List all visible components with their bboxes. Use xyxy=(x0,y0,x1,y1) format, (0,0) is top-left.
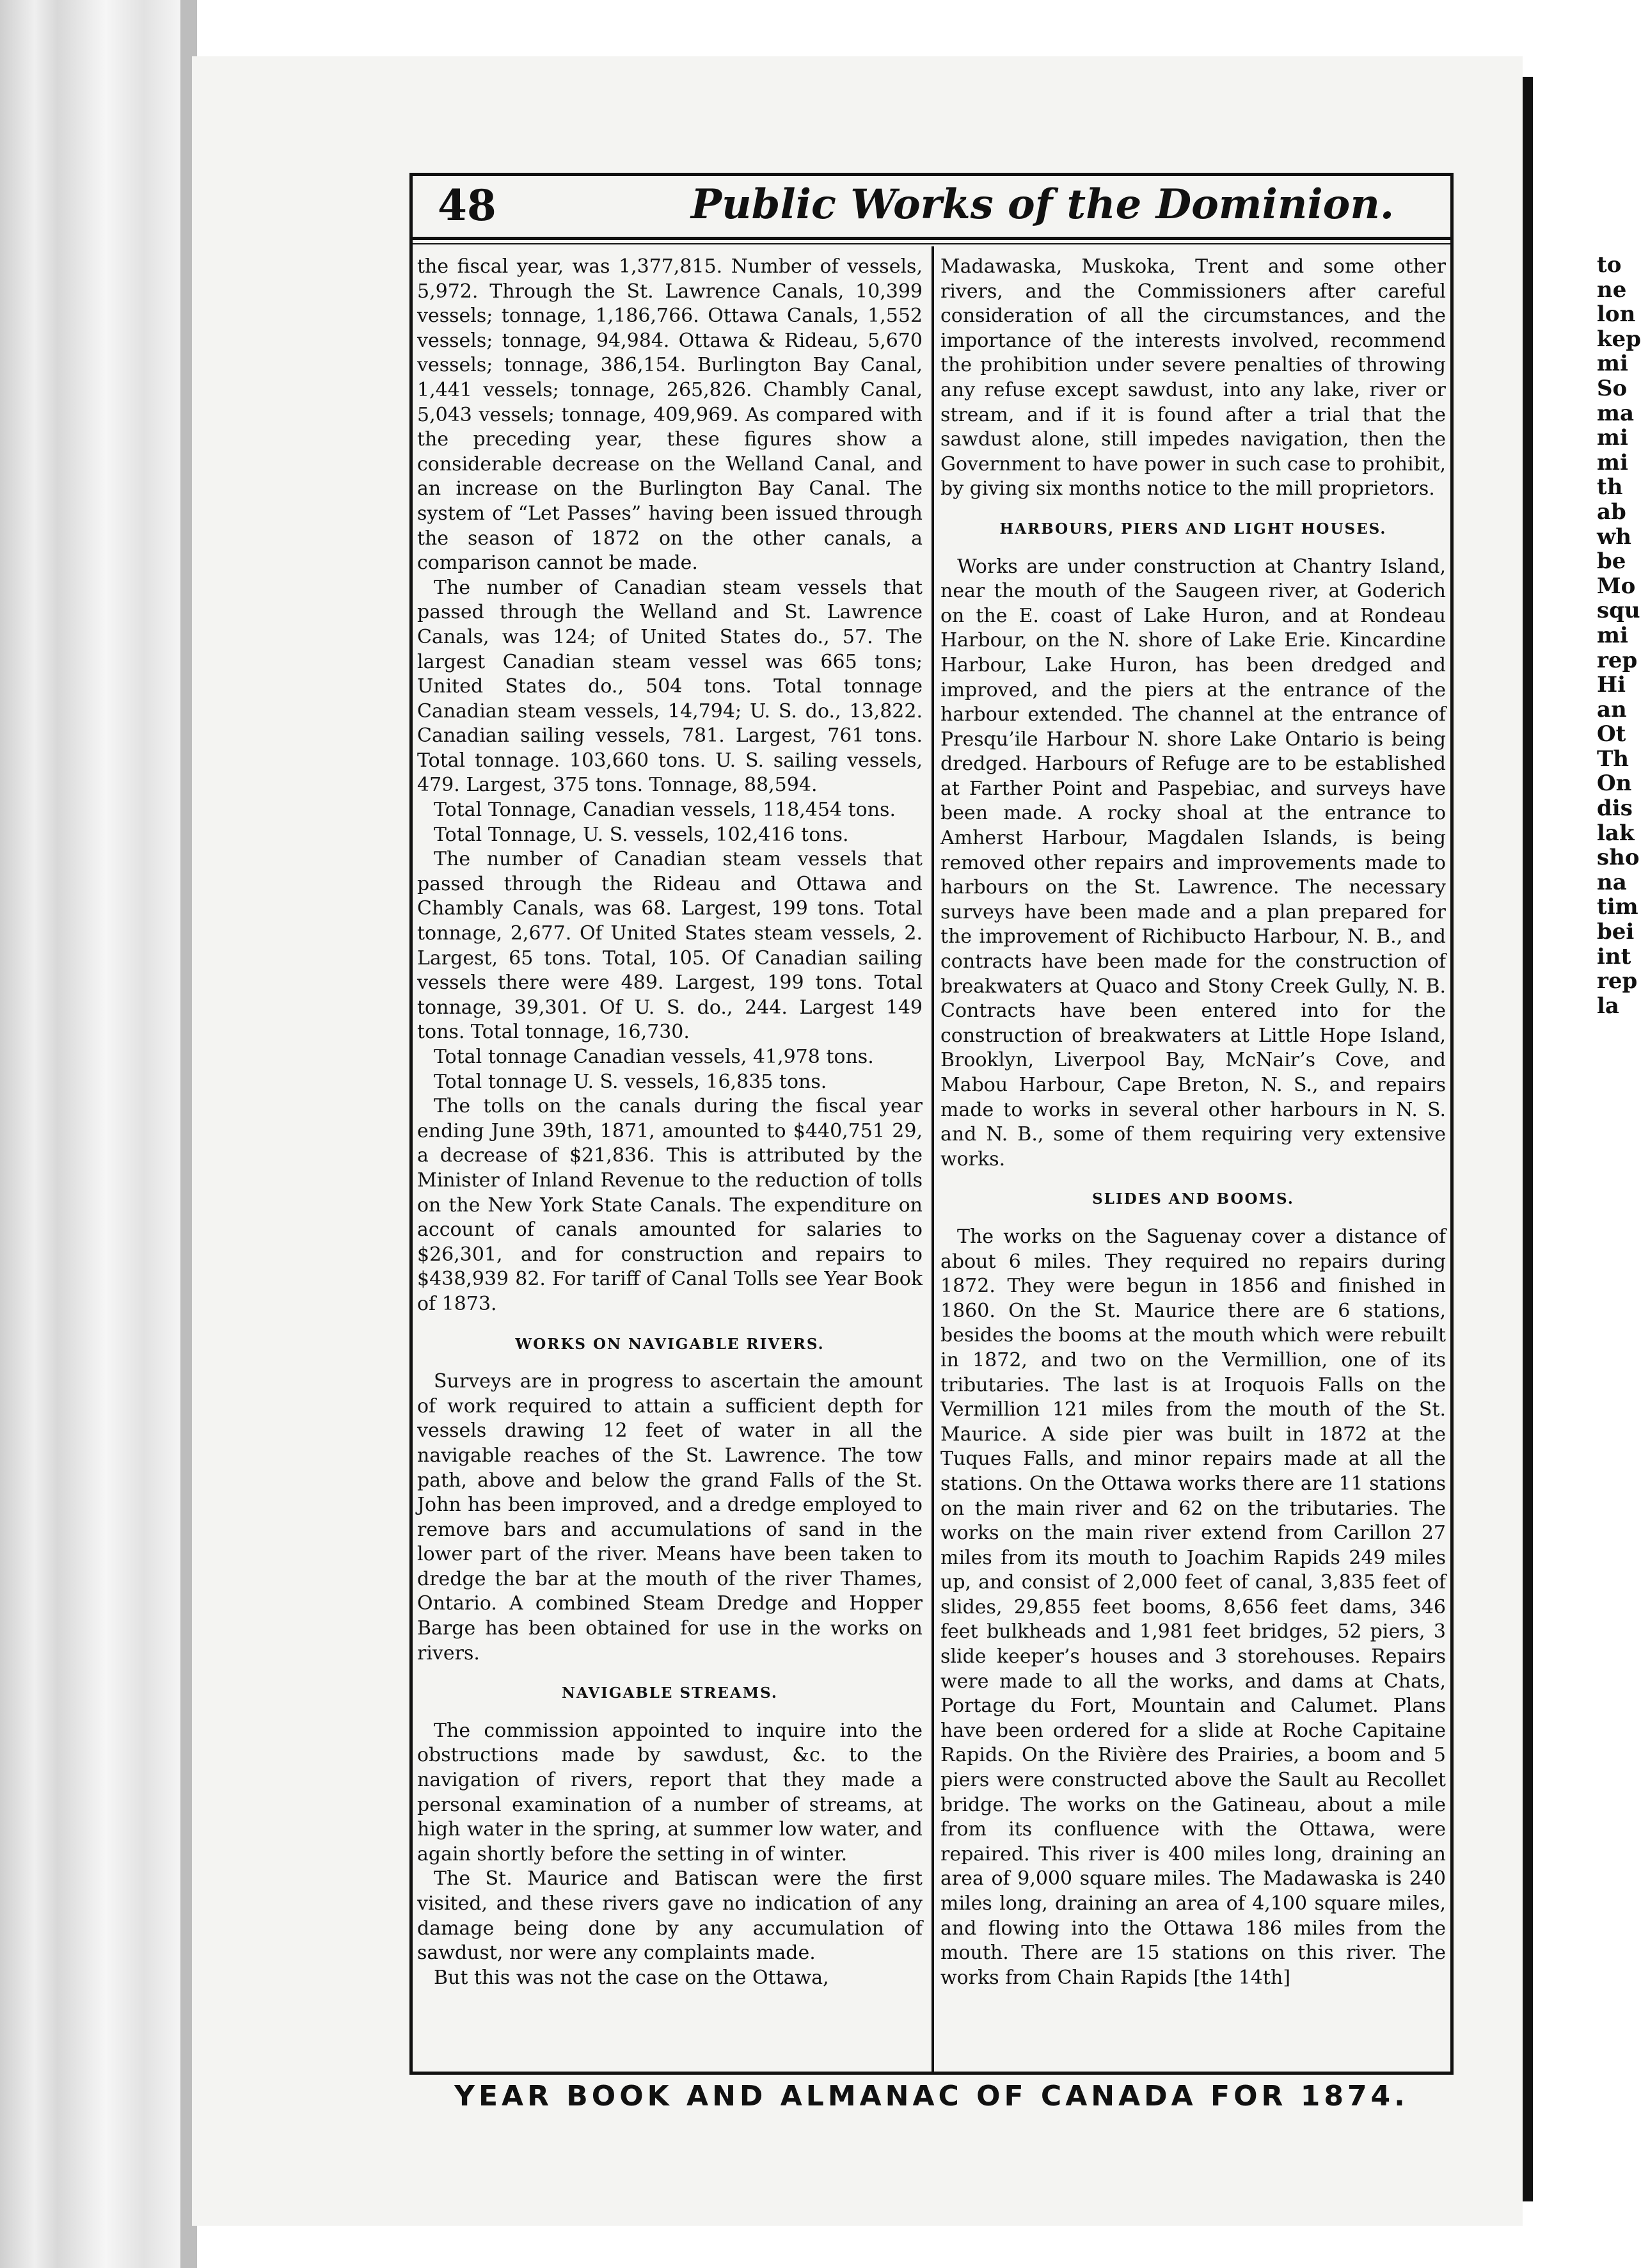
paragraph: Works are under construction at Chantry Island, near the mouth of the Saugeen river, at Goderich on the E. coast of Lake Huron, and at Rondeau Harbour, on the N. shore of Lake Erie. Kincardine Harbour, Lake Huron, has been dredged and improved, and the piers at the entrance of the harbour extended. The channel at the entrance of Presqu’ile Harbour N. shore Lake Ontario is being dredged. Harbours of Refuge are to be established at Farther Point and Paspebiac, and surveys have been made. A rocky shoal at the entrance to Amherst Harbour, Magdalen Islands, is being removed other repairs and improvements made to harbours on the St. Lawrence. The necessary surveys have been made and a plan prepared for the improvement of Richibucto Harbour, N. B., and contracts have been made for the construction of breakwaters at Quaco and Stony Creek Gully, N. B. Contracts have been entered into for the construction of breakwaters at Little Hope Island, Brooklyn, Liverpool Bay, McNair’s Cove, and Mabou Harbour, Cape Breton, N. S., and repairs made to works in several other harbours in N. S. and N. B., some of them requiring very extensive works. xyxy=(940,555,1446,1170)
book-gutter xyxy=(1523,77,1533,2201)
adjacent-page-fragment: lak xyxy=(1597,820,1635,846)
adjacent-page-fragment: On xyxy=(1597,771,1632,797)
section-heading: SLIDES AND BOOMS. xyxy=(1092,1190,1294,1208)
adjacent-page-fragment: mi xyxy=(1597,425,1628,451)
adjacent-page-fragment: an xyxy=(1597,696,1627,723)
paragraph: The works on the Saguenay cover a distance of about 6 miles. They required no repairs during 1872. They were begun in 1856 and finished in 1860. On the St. Maurice there are 6 stations, besides the booms at the mouth which were rebuilt in 1872, and two on the Vermillion, one of its tributaries. The last is at Iroquois Falls on the Vermillion 121 miles from the mouth of the St. Maurice. A side pier was built in 1872 at the Tuques Falls, and minor repairs made at all the stations. On the Ottawa works there are 11 stations on the main river and 62 on the tributaries. The works on the main river extend from Carillon 27 miles from its mouth to Joachim Rapids 249 miles up, and consist of 2,000 feet of canal, 3,835 feet of slides, 29,855 feet booms, 8,656 feet dams, 346 feet bulkheads and 1,981 feet bridges, 52 piers, 3 slide keeper’s houses and 3 storehouses. Repairs were made to all the works, and dams at Chats, Portage du Fort, Mountain and Calumet. Plans have been ordered for a slide at Roche Capitaine Rapids. On the Rivière des Prairies, a boom and 5 piers were constructed above the Sault au Recollet bridge. The works on the Gatineau, about a mile from its confluence with the Ottawa, were repaired. This river is 400 miles long, draining an area of 9,000 square miles. The Madawaska is 240 miles long, draining an area of 4,100 square miles, and flowing into the Ottawa 186 miles from the mouth. There are 15 stations on this river. The works from Chain Rapids [the 14th] xyxy=(940,1225,1446,1989)
adjacent-page-fragment: wh xyxy=(1597,523,1631,550)
header-rule xyxy=(409,237,1454,240)
paragraph: Total Tonnage, U. S. vessels, 102,416 tons. xyxy=(434,823,849,846)
adjacent-page-fragment: mi xyxy=(1597,449,1628,475)
paragraph: The number of Canadian steam vessels that passed through the Rideau and Ottawa and Chambly Canals, was 68. Largest, 199 tons. Total tonnage, 2,677. Of United States steam vessels, 2. Largest, 65 tons. Total, 105. Of Canadian sailing vessels there were 489. Largest, 199 tons. Total tonnage, 39,301. Of U. S. do., 244. Largest 149 tons. Total tonnage, 16,730. xyxy=(417,848,923,1044)
adjacent-page-fragment: Th xyxy=(1597,746,1629,772)
paragraph: The commission appointed to inquire into the obstructions made by sawdust, &c. to the navigation of rivers, report that they made a personal examination of a number of streams, at high water in the spring, at summer low water, and again shortly before the setting in of winter. xyxy=(417,1719,923,1865)
adjacent-page-fragment: sho xyxy=(1597,845,1640,871)
running-head: Public Works of the Dominion. xyxy=(691,180,1395,228)
adjacent-page-fragment: be xyxy=(1597,548,1626,575)
paragraph: Total tonnage Canadian vessels, 41,978 tons. xyxy=(434,1046,874,1068)
adjacent-page-fragment: So xyxy=(1597,375,1628,401)
paragraph: The St. Maurice and Batiscan were the first visited, and these rivers gave no indication of any damage being done by any accumulation of sawdust, nor were any complaints made. xyxy=(417,1867,923,1965)
adjacent-page-fragment: dis xyxy=(1597,795,1633,822)
paragraph: Madawaska, Muskoka, Trent and some other rivers, and the Commissioners after careful consideration of all the circumstances, and the importance of the interests involved, recommend the prohibition under severe penalties of throwing any refuse except sawdust, into any lake, river or stream, and if it is found after a trial that the sawdust alone, still impedes navigation, then the Government to have power in such case to prohibit, by giving six months notice to the mill proprietors. xyxy=(940,255,1446,500)
adjacent-page-fragment: squ xyxy=(1597,598,1640,624)
adjacent-page-fragment: kep xyxy=(1597,326,1641,352)
adjacent-page-fragment: mi xyxy=(1597,622,1628,648)
adjacent-page-fragment: to xyxy=(1597,252,1622,278)
paragraph: Total tonnage U. S. vessels, 16,835 tons. xyxy=(434,1070,827,1093)
adjacent-page-fragment: th xyxy=(1597,474,1623,500)
adjacent-page-fragment: rep xyxy=(1597,968,1638,994)
adjacent-page-fragment: la xyxy=(1597,993,1619,1019)
column-divider xyxy=(931,246,934,2073)
paragraph: Total Tonnage, Canadian vessels, 118,454 tons. xyxy=(434,799,896,822)
adjacent-page-fragment: ab xyxy=(1597,499,1626,525)
adjacent-page-fragment: mi xyxy=(1597,351,1628,377)
section-heading: HARBOURS, PIERS AND LIGHT HOUSES. xyxy=(999,520,1387,538)
right-column xyxy=(940,255,1446,1990)
adjacent-page-fragment: lon xyxy=(1597,301,1636,328)
adjacent-page-text xyxy=(1597,252,1641,1019)
adjacent-page-fragment: ma xyxy=(1597,400,1635,426)
paragraph: But this was not the case on the Ottawa, xyxy=(434,1966,829,1989)
adjacent-page-fragment: rep xyxy=(1597,647,1638,673)
page-number: 48 xyxy=(438,180,496,230)
paragraph: the fiscal year, was 1,377,815. Number of vessels, 5,972. Through the St. Lawrence Canals, 10,399 vessels; tonnage, 1,186,766. Ottawa Canals, 1,552 vessels; tonnage, 94,984. Ottawa & Rideau, 5,670 vessels; tonnage, 386,154. Burlington Bay Canal, 1,441 vessels; tonnage, 265,826. Chambly Canal, 5,043 vessels; tonnage, 409,969. As compared with the preceding year, these figures show a considerable decrease on the Welland Canal, and an increase on the Burlington Bay Canal. The system of “Let Passes” having been issued through the season of 1872 on the other canals, a comparison cannot be made. xyxy=(417,255,923,575)
adjacent-page-fragment: Ot xyxy=(1597,721,1626,747)
adjacent-page-fragment: Mo xyxy=(1597,573,1636,599)
book-page-stack xyxy=(0,0,192,2268)
paragraph: The tolls on the canals during the fiscal year ending June 39th, 1871, amounted to $440,751 29, a decrease of $21,836. This is attributed by the Minister of Inland Revenue to the reduction of tolls on the New York State Canals. The expenditure on account of canals amounted for salaries to $26,301, and for construction and repairs to $438,939 82. For tariff of Canal Tolls see Year Book of 1873. xyxy=(417,1095,923,1315)
left-column xyxy=(417,255,923,1990)
header-rule-thin xyxy=(409,243,1454,244)
page-footer: YEAR BOOK AND ALMANAC OF CANADA FOR 1874. xyxy=(454,2080,1409,2112)
adjacent-page-fragment: tim xyxy=(1597,894,1638,920)
adjacent-page-fragment: Hi xyxy=(1597,672,1626,698)
adjacent-page-fragment: ne xyxy=(1597,276,1627,303)
section-heading: WORKS ON NAVIGABLE RIVERS. xyxy=(515,1335,825,1353)
section-heading: NAVIGABLE STREAMS. xyxy=(562,1684,778,1702)
adjacent-page-fragment: bei xyxy=(1597,919,1635,945)
adjacent-page-fragment: na xyxy=(1597,869,1627,895)
paragraph: Surveys are in progress to ascertain the amount of work required to attain a sufficient depth for vessels drawing 12 feet of water in all the navigable reaches of the St. Lawrence. The tow path, above and below the grand Falls of the St. John has been improved, and a dredge employed to remove bars and accumulations of sand in the lower part of the river. Means have been taken to dredge the bar at the mouth of the river Thames, Ontario. A combined Steam Dredge and Hopper Barge has been obtained for use in the works on rivers. xyxy=(417,1370,923,1665)
paragraph: The number of Canadian steam vessels that passed through the Welland and St. Lawrence Canals, was 124; of United States do., 57. The largest Canadian steam vessel was 665 tons; United States do., 504 tons. Total tonnage Canadian steam vessels, 14,794; U. S. do., 13,822. Canadian sailing vessels, 781. Largest, 761 tons. Total tonnage. 103,660 tons. U. S. sailing vessels, 479. Largest, 375 tons. Tonnage, 88,594. xyxy=(417,576,923,797)
adjacent-page-fragment: int xyxy=(1597,943,1631,970)
